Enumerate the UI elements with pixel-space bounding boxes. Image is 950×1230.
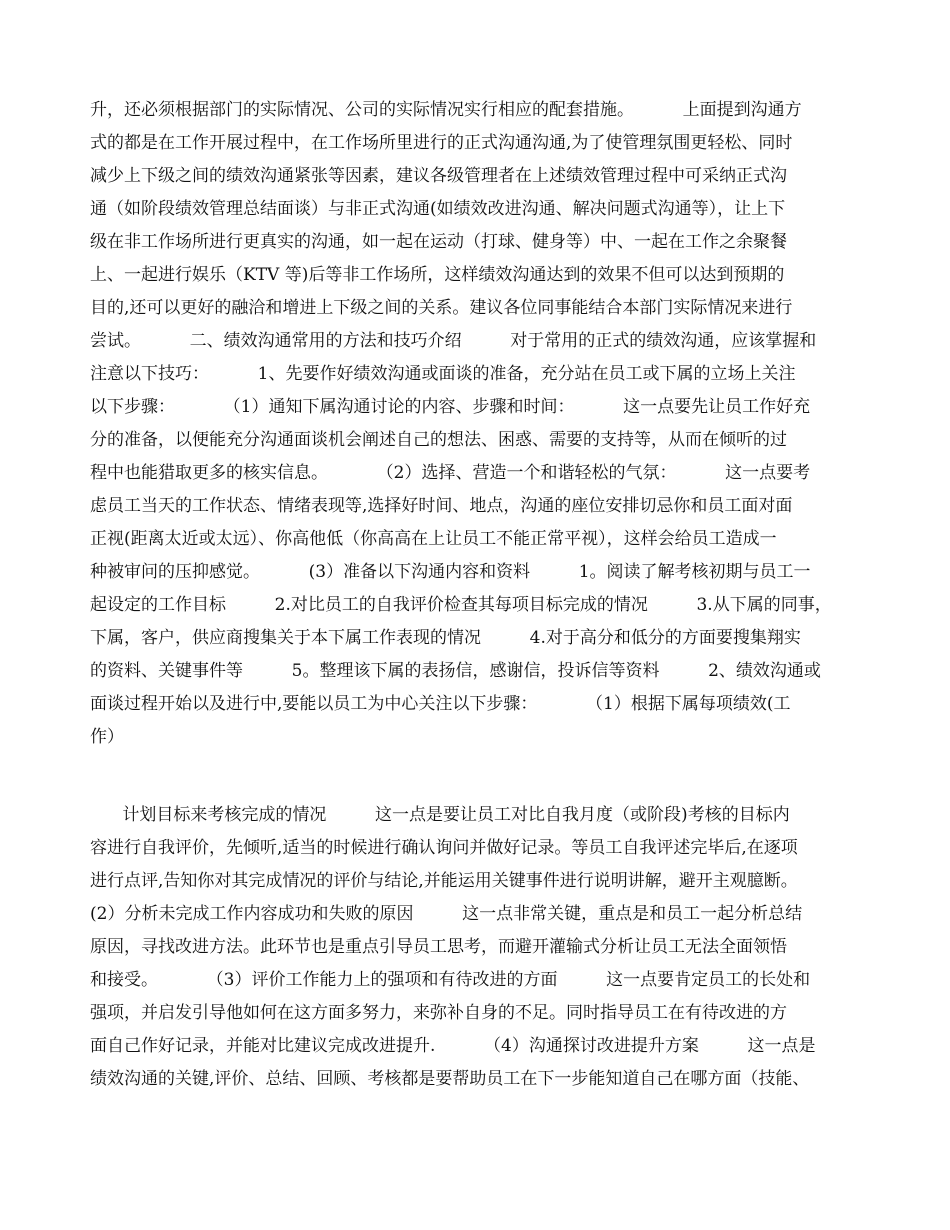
text-line: 原因，寻找改进方法。此环节也是重点引导员工思考，而避开灌输式分析让员工无法全面领悟 [90, 937, 787, 957]
text-line: 式的都是在工作开展过程中，在工作场所里进行的正式沟通沟通,为了使管理氛围更轻松、同时 [90, 133, 793, 153]
text-line: 的资料、关键事件等 5。整理该下属的表扬信，感谢信，投诉信等资料 2、绩效沟通或 [90, 661, 821, 681]
text-line: 强项，并启发引导他如何在这方面多努力，来弥补自身的不足。同时指导员工在有待改进的方 [90, 1003, 787, 1023]
text-line: 正视(距离太近或太远）、你高他低（你高高在上让员工不能正常平视），这样会给员工造成一 [90, 529, 777, 549]
text-line: 级在非工作场所进行更真实的沟通，如一起在运动（打球、健身等）中、一起在工作之余聚餐 [90, 232, 787, 252]
text-line: 尝试。 二、绩效沟通常用的方法和技巧介绍 对于常用的正式的绩效沟通，应该掌握和 [90, 331, 817, 351]
text-line: 注意以下技巧： 1、先要作好绩效沟通或面谈的准备，充分站在员工或下属的立场上关注 [90, 364, 796, 384]
text-line: 升，还必须根据部门的实际情况、公司的实际情况实行相应的配套措施。 上面提到沟通方 [90, 100, 802, 120]
text-line: 绩效沟通的关键,评价、总结、回顾、考核都是要帮助员工在下一步能知道自己在哪方面（技能、 [90, 1069, 810, 1089]
text-line: 和接受。 （3）评价工作能力上的强项和有待改进的方面 这一点要肯定员工的长处和 [90, 970, 811, 990]
text-line: 进行点评,告知你对其完成情况的评价与结论,并能运用关键事件进行说明讲解，避开主观臆断。 [90, 871, 798, 891]
text-line: 减少上下级之间的绩效沟通紧张等因素，建议各级管理者在上述绩效管理过程中可采纳正式沟 [90, 166, 787, 186]
text-line: 虑员工当天的工作状态、情绪表现等,选择好时间、地点，沟通的座位安排切忌你和员工面对面 [90, 496, 793, 516]
text-line: 起设定的工作目标 2.对比员工的自我评价检查其每项目标完成的情况 3.从下属的同事， [90, 595, 832, 615]
text-line: 程中也能猎取更多的核实信息。 （2）选择、营造一个和谐轻松的气氛： 这一点要考 [90, 463, 811, 483]
text-line: 上、一起进行娱乐（KTV 等)后等非工作场所，这样绩效沟通达到的效果不但可以达到预期的 [90, 265, 785, 285]
text-line: 种被审问的压抑感觉。 (3）准备以下沟通内容和资料 1。阅读了解考核初期与员工一 [90, 562, 811, 582]
text-line: 作） [90, 727, 124, 747]
text-line: 通（如阶段绩效管理总结面谈）与非正式沟通(如绩效改进沟通、解决问题式沟通等），让上下 [90, 199, 786, 219]
text-line: (2）分析未完成工作内容成功和失败的原因 这一点非常关键，重点是和员工一起分析总结 [90, 904, 803, 924]
text-line: 分的准备，以便能充分沟通面谈机会阐述自己的想法、困惑、需要的支持等，从而在倾听的过 [90, 430, 787, 450]
text-line: 下属，客户，供应商搜集关于本下属工作表现的情况 4.对于高分和低分的方面要搜集翔实 [90, 628, 801, 648]
text-line: 容进行自我评价，先倾听,适当的时候进行确认询问并做好记录。等员工自我评述完毕后,在逐项 [90, 838, 798, 858]
text-line: 计划目标来考核完成的情况 这一点是要让员工对比自我月度（或阶段)考核的目标内 [90, 805, 790, 825]
text-line: 以下步骤： （1）通知下属沟通讨论的内容、步骤和时间： 这一点要先让员工作好充 [90, 397, 811, 417]
text-line: 面谈过程开始以及进行中,要能以员工为中心关注以下步骤： （1）根据下属每项绩效(工 [90, 694, 791, 714]
text-line: 面自己作好记录，并能对比建议完成改进提升. （4）沟通探讨改进提升方案 这一点是 [90, 1036, 816, 1056]
text-line: 目的,还可以更好的融洽和增进上下级之间的关系。建议各位同事能结合本部门实际情况来进行 [90, 298, 793, 318]
